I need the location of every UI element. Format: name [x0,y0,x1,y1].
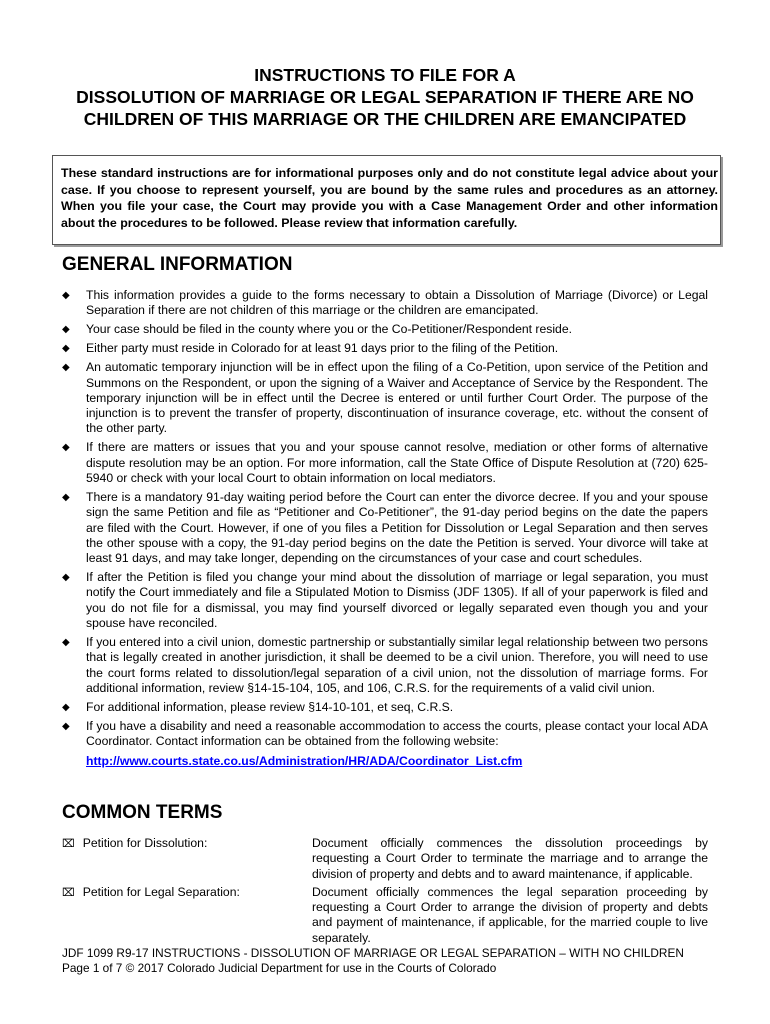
checkbox-arrow-icon: ⌧ [62,838,75,850]
diamond-bullet-icon: ◆ [62,324,70,336]
list-item: ◆ If after the Petition is filed you change your mind about the dissolution of marriage or legal separation, you must notify the Court immediately and file a Stipulated Motion to Dismiss (JDF 1305). If all of your paperwork is filed and you do not file for a dismissal, you may find yourself divorced or legally separated even though you and your spouse have reconciled. [62,570,708,631]
diamond-bullet-icon: ◆ [62,343,70,355]
list-item: ◆ For additional information, please review §14-10-101, et seq, C.R.S. [62,699,454,714]
list-item: ◆ There is a mandatory 91-day waiting period before the Court can enter the divorce decree. If you and your spouse sign the same Petition and file as “Petitioner and Co-Petitioner”, the 91-day period begins on the date the papers are filed with the Court. However, if one of you files a Petition for Dissolution or Legal Separation and then serves the other spouse with a copy, the 91-day period begins on the date the Petition is served. Your divorce will take at least 91 days, and may take longer, depending on the circumstances of your case and court schedules. [62,490,708,566]
diamond-bullet-icon: ◆ [62,572,70,584]
diamond-bullet-icon: ◆ [62,637,70,649]
diamond-bullet-icon: ◆ [62,492,70,503]
diamond-bullet-icon: ◆ [62,701,70,713]
diamond-bullet-icon: ◆ [62,442,70,454]
list-item: ◆ If there are matters or issues that you and your spouse cannot resolve, mediation or other forms of alternative dispute resolution may be an option. For more information, call the State Office of Dispute Resolution at (720) 625-5940 or check with your local Court to obtain information on local mediators. [62,440,708,486]
document-title [0,64,770,130]
general-information-list [62,288,708,772]
title-line: CHILDREN OF THIS MARRIAGE OR THE CHILDREN ARE EMANCIPATED [83,109,687,129]
list-item: ◆ Your case should be filed in the county where you or the Co-Petitioner/Respondent reside. [62,322,572,337]
list-item: ◆ An automatic temporary injunction will be in effect upon the filing of a Co-Petition, upon service of the Petition and Summons on the Respondent, or upon the signing of a Waiver and Acceptance of Service by the Respondent. The temporary injunction will be in effect until the Decree is entered or until further Court Order. The purpose of the injunction is to prevent the transfer of property, discontinuation of insurance coverage, etc. without the consent of the other party. [62,360,708,436]
common-terms-list [62,836,708,949]
title-line: DISSOLUTION OF MARRIAGE OR LEGAL SEPARATION IF THERE ARE NO [76,87,694,107]
ada-coordinator-link[interactable]: http://www.courts.state.co.us/Administration/HR/ADA/Coordinator_List.cfm [86,753,523,768]
list-item: ◆ Either party must reside in Colorado for at least 91 days prior to the filing of the Petition. [62,341,559,356]
footer-page-info: Page 1 of 7 © 2017 Colorado Judicial Department for use in the Courts of Colorado [62,961,497,975]
diamond-bullet-icon: ◆ [62,362,70,374]
checkbox-arrow-icon: ⌧ [62,886,75,899]
term-row [62,885,708,946]
disclaimer-box [52,155,721,245]
disclaimer-text: These standard instructions are for informational purposes only and do not constitute legal advice about your case. If you choose to represent yourself, you are bound by the same rules and procedures as an attorney. When you file your case, the Court may provide you with a Case Management Order and other information about the procedures to be followed. Please review that information carefully. [61,166,718,230]
list-item: ◆ If you have a disability and need a reasonable accommodation to access the courts, please contact your local ADA Coordinator. Contact information can be obtained from the following website: http://www.courts.state.co.us/Administration/HR/ADA/Coordinator_List.cfm [62,718,708,768]
term-definition: Document officially commences the legal separation proceeding by requesting a Court Order to arrange the division of property and debts and payment of maintenance, if applicable, for the married couple to live separately. [312,884,708,945]
page-footer [62,946,684,976]
term-name: Petition for Legal Separation: [82,884,240,899]
common-terms-heading: COMMON TERMS [62,802,223,823]
footer-form-id: JDF 1099 R9-17 INSTRUCTIONS - DISSOLUTION OF MARRIAGE OR LEGAL SEPARATION – WITH NO CHILDREN [62,946,684,960]
term-definition: Document officially commences the dissolution proceedings by requesting a Court Order to terminate the marriage and to arrange the division of property and debts and to award maintenance, if applicable. [312,836,708,881]
general-information-heading: GENERAL INFORMATION [62,254,293,275]
title-line: INSTRUCTIONS TO FILE FOR A [254,65,516,85]
list-item: ◆ If you entered into a civil union, domestic partnership or substantially similar legal relationship between two persons that is legally created in another jurisdiction, it shall be deemed to be a civil union. Therefore, you will need to use the court forms related to dissolution/legal separation of a civil union, not the dissolution of marriage forms. For additional information, review §14-15-104, 105, and 106, C.R.S. for the requirements of a valid civil union. [62,635,708,695]
list-item: ◆ This information provides a guide to the forms necessary to obtain a Dissolution of Marriage (Divorce) or Legal Separation if there are not children of this marriage or the children are emancipated. [62,288,708,318]
diamond-bullet-icon: ◆ [62,720,70,732]
term-name: Petition for Dissolution: [82,836,208,850]
term-row [62,836,708,882]
diamond-bullet-icon: ◆ [62,290,70,301]
